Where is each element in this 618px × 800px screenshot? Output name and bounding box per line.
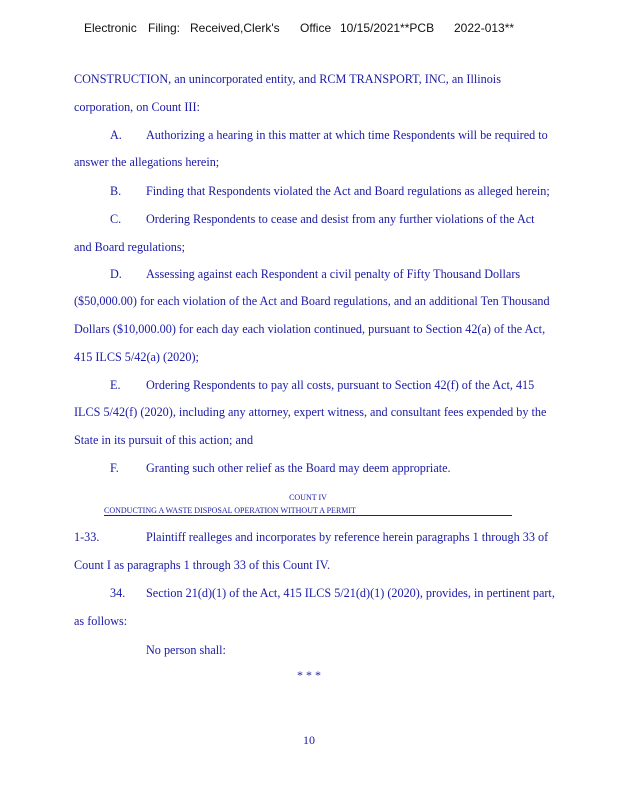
item-e-line-1: Ordering Respondents to pay all costs, pursuant to Section 42(f) of the Act, 415 — [146, 378, 535, 392]
item-d-line-1: Assessing against each Respondent a civil penalty of Fifty Thousand Dollars — [146, 267, 521, 281]
item-c-label: C. — [110, 212, 122, 226]
header-electronic: Electronic — [84, 21, 137, 35]
item-b-line-1: Finding that Respondents violated the Act and Board regulations as alleged herein; — [146, 184, 550, 198]
header-office: Office — [300, 21, 332, 35]
item-d-label: D. — [110, 267, 122, 281]
page-number: 10 — [303, 733, 315, 747]
item-f-line-1: Granting such other relief as the Board may deem appropriate. — [146, 461, 451, 475]
count-iv-title: COUNT IV — [289, 493, 327, 502]
item-a-line-1: Authorizing a hearing in this matter at which time Respondents will be required to — [146, 128, 548, 142]
quoted-provision: No person shall: — [146, 643, 226, 657]
para-1-33-label: 1-33. — [74, 530, 100, 544]
item-e-label: E. — [110, 378, 121, 392]
item-c-line-1: Ordering Respondents to cease and desist from any further violations of the Act — [146, 212, 535, 226]
item-d-line-2: ($50,000.00) for each violation of the Act and Board regulations, and an additional Ten Thousand — [74, 294, 550, 308]
ellipsis-break: * * * — [297, 668, 321, 682]
intro-line-2: corporation, on Count III: — [74, 100, 200, 114]
para-34-line-2: as follows: — [74, 614, 128, 628]
item-e-line-3: State in its pursuit of this action; and — [74, 433, 254, 447]
header-filing: Filing: — [148, 21, 181, 35]
header-date: 10/15/2021**PCB — [340, 21, 435, 35]
para-34-label: 34. — [110, 586, 126, 600]
header-case: 2022-013** — [454, 21, 515, 35]
item-a-label: A. — [110, 128, 122, 142]
intro-line-1: CONSTRUCTION, an unincorporated entity, and RCM TRANSPORT, INC, an Illinois — [74, 72, 501, 86]
item-a-line-2: answer the allegations herein; — [74, 155, 220, 169]
item-e-line-2: ILCS 5/42(f) (2020), including any attorney, expert witness, and consultant fees expended by the — [74, 405, 547, 419]
item-f-label: F. — [110, 461, 119, 475]
count-iv-subtitle: CONDUCTING A WASTE DISPOSAL OPERATION WITHOUT A PERMIT — [104, 506, 356, 515]
item-c-line-2: and Board regulations; — [74, 240, 186, 254]
header-received: Received,Clerk's — [190, 21, 280, 35]
para-1-33-line-2: Count I as paragraphs 1 through 33 of this Count IV. — [74, 558, 331, 572]
para-34-line-1: Section 21(d)(1) of the Act, 415 ILCS 5/21(d)(1) (2020), provides, in pertinent part, — [146, 586, 555, 600]
para-1-33-line-1: Plaintiff realleges and incorporates by reference herein paragraphs 1 through 33 of — [146, 530, 549, 544]
item-b-label: B. — [110, 184, 122, 198]
heading-underline — [104, 515, 512, 516]
item-d-line-4: 415 ILCS 5/42(a) (2020); — [74, 350, 199, 364]
item-d-line-3: Dollars ($10,000.00) for each day each violation continued, pursuant to Section 42(a) of the Act, — [74, 322, 546, 336]
